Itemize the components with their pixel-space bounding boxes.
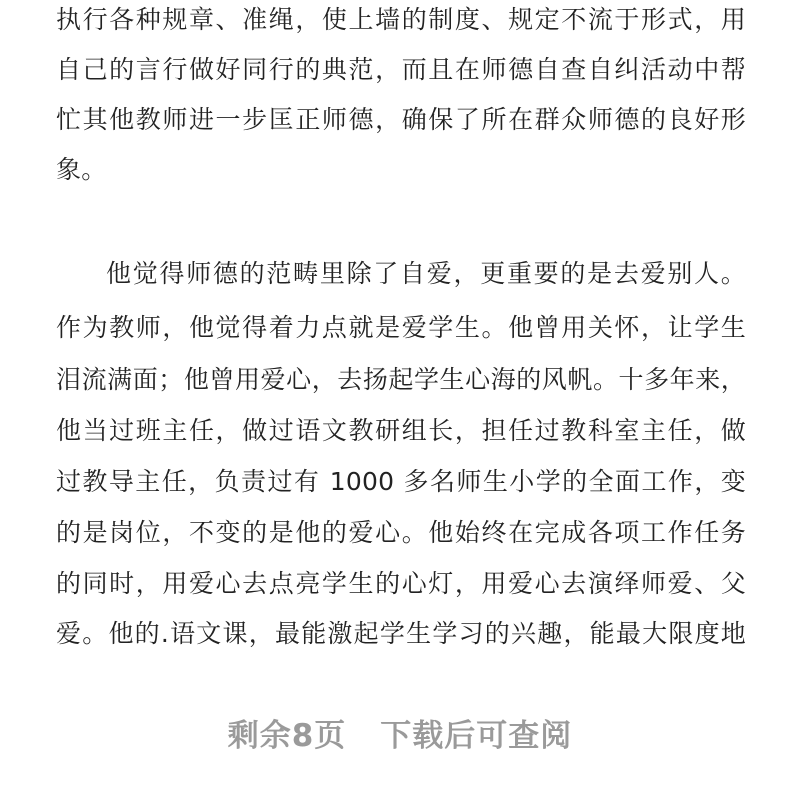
paragraph-2-line-5: 过教导主任，负责过有 1000 多名师生小学的全面工作，变 — [56, 467, 746, 496]
paragraph-2-line-6: 的是岗位，不变的是他的爱心。他始终在完成各项工作任务 — [56, 518, 746, 547]
paragraph-2-line-1: 他觉得师德的范畴里除了自爱，更重要的是去爱别人。 — [106, 259, 746, 288]
download-hint-label: 下载后可查阅 — [380, 718, 573, 754]
paragraph-1-line-4: 象。 — [56, 155, 107, 184]
download-prompt-button[interactable] — [0, 708, 800, 764]
paragraph-1-line-3: 忙其他教师进一步匡正师德，确保了所在群众师德的良好形 — [56, 105, 746, 134]
paragraph-1-line-1: 执行各种规章、准绳，使上墙的制度、规定不流于形式，用 — [56, 5, 746, 34]
paragraph-2-line-4: 他当过班主任，做过语文教研组长，担任过教科室主任，做 — [56, 416, 746, 445]
paragraph-2-line-3: 泪流满面；他曾用爱心，去扬起学生心海的风帆。十多年来， — [56, 365, 746, 394]
remaining-pages-label: 剩余8页 — [227, 718, 347, 754]
paragraph-1-line-2: 自己的言行做好同行的典范，而且在师德自查自纠活动中帮 — [56, 55, 746, 84]
paragraph-2-line-2: 作为教师，他觉得着力点就是爱学生。他曾用关怀，让学生 — [56, 313, 746, 342]
paragraph-2-line-7: 的同时，用爱心去点亮学生的心灯，用爱心去演绎师爱、父 — [56, 569, 746, 598]
paragraph-2-line-8: 爱。他的.语文课，最能激起学生学习的兴趣，能最大限度地 — [56, 619, 746, 648]
